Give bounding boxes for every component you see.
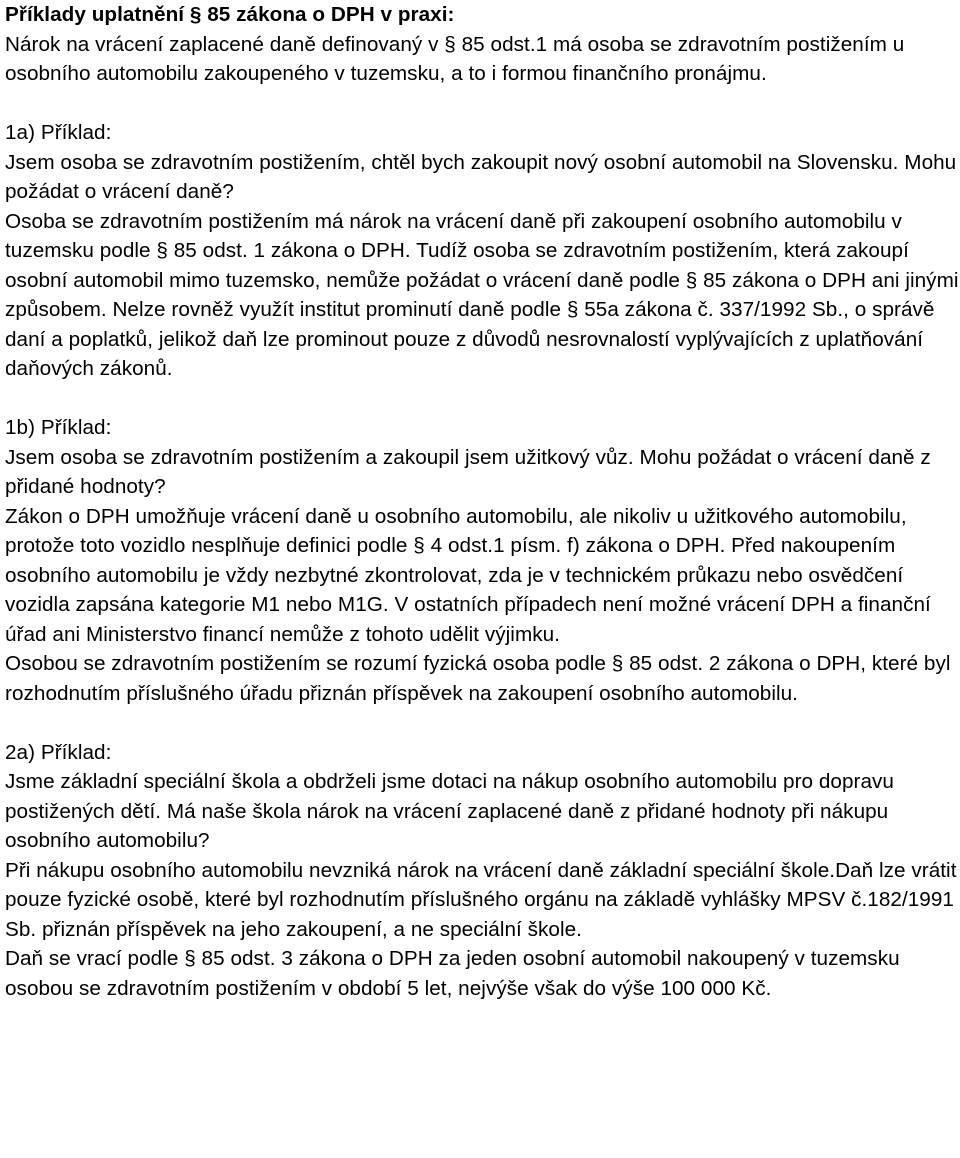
spacer	[5, 89, 960, 119]
example-2a-note: Daň se vrací podle § 85 odst. 3 zákona o DPH za jeden osobní automobil nakoupený v tuzemsku osobou se zdravotním postižením v období 5 let, nejvýše však do výše 100 000 Kč.	[5, 947, 900, 1000]
example-2a-question: Jsme základní speciální škola a obdrželi jsme dotaci na nákup osobního automobilu pro dopravu postižených dětí. Má naše škola nárok na vrácení zaplacené daně z přidané hodnoty při nákupu osobního automobilu?	[5, 770, 894, 852]
example-1a-question: Jsem osoba se zdravotním postižením, chtěl bych zakoupit nový osobní automobil na Slovensku. Mohu požádat o vrácení daně?	[5, 150, 957, 203]
spacer	[5, 384, 960, 414]
example-1a-label: 1a) Příklad:	[5, 121, 112, 144]
example-1b-note: Osobou se zdravotním postižením se rozumí fyzická osoba podle § 85 odst. 2 zákona o DPH, které byl rozhodnutím příslušného úřadu přiznán příspěvek na zakoupení osobního automobilu.	[5, 652, 951, 705]
example-1b-answer: Zákon o DPH umožňuje vrácení daně u osobního automobilu, ale nikoliv u užitkového automobilu, protože toto vozidlo nesplňuje definici podle § 4 odst.1 písm. f) zákona o DPH. Před nakoupením osobního automobilu je vždy nezbytné zkontrolovat, zda je v technickém průkazu nebo osvědčení vozidla zapsána kategorie M1 nebo M1G. V ostatních případech není možné vrácení DPH a finanční úřad ani Ministerstvo financí nemůže z tohoto udělit výjimku.	[5, 504, 931, 646]
intro-paragraph: Nárok na vrácení zaplacené daně definovaný v § 85 odst.1 má osoba se zdravotním postižením u osobního automobilu zakoupeného v tuzemsku, a to i formou finančního pronájmu.	[5, 32, 905, 85]
example-1a-answer: Osoba se zdravotním postižením má nárok na vrácení daně při zakoupení osobního automobilu v tuzemsku podle § 85 odst. 1 zákona o DPH. Tudíž osoba se zdravotním postižením, která zakoupí osobní automobil mimo tuzemsko, nemůže požádat o vrácení daně podle § 85 zákona o DPH ani jinými způsobem. Nelze rovněž využít institut prominutí daně podle § 55a zákona č. 337/1992 Sb., o správě daní a poplatků, jelikož daň lze prominout pouze z důvodů nesrovnalostí vyplývajících z uplatňování daňových zákonů.	[5, 209, 959, 380]
example-1b-question: Jsem osoba se zdravotním postižením a zakoupil jsem užitkový vůz. Mohu požádat o vrácení daně z přidané hodnoty?	[5, 445, 931, 498]
example-2a-label: 2a) Příklad:	[5, 740, 112, 764]
spacer	[5, 708, 960, 738]
example-1b-label: 1b) Příklad:	[5, 416, 112, 439]
document-title: Příklady uplatnění § 85 zákona o DPH v praxi:	[5, 3, 455, 26]
example-2a-answer: Při nákupu osobního automobilu nevzniká nárok na vrácení daně základní speciální škole.Daň lze vrátit pouze fyzické osobě, které byl rozhodnutím příslušného orgánu na základě vyhlášky MPSV č.182/1991 Sb. přiznán příspěvek na jeho zakoupení, a ne speciální škole.	[5, 858, 957, 941]
